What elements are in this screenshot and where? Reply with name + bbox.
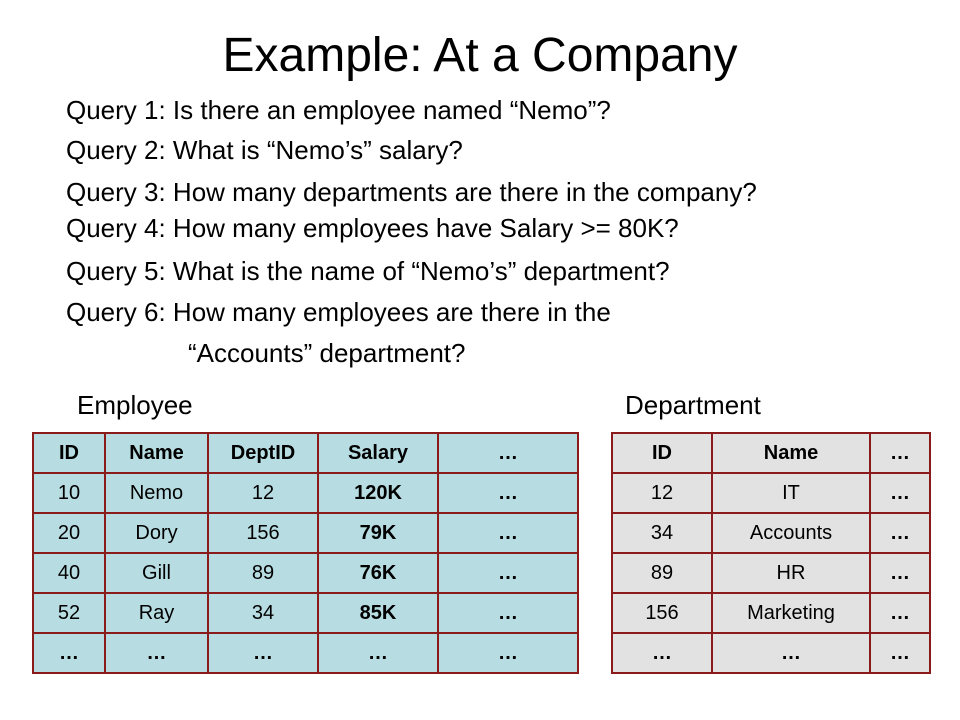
table-header-row [33, 433, 578, 473]
table-row [612, 633, 930, 673]
query-1: Query 1: Is there an employee named “Nemo”? [66, 95, 611, 125]
column-header-salary: Salary [318, 433, 438, 473]
table-header-row [612, 433, 930, 473]
cell-id: 89 [612, 553, 712, 593]
cell-more: … [870, 553, 930, 593]
cell-name: … [712, 633, 870, 673]
column-header-id: ID [33, 433, 105, 473]
query-6-continuation: “Accounts” department? [188, 338, 466, 368]
table-row [612, 553, 930, 593]
cell-id: … [612, 633, 712, 673]
query-5: Query 5: What is the name of “Nemo’s” department? [66, 256, 670, 286]
cell-name: … [105, 633, 208, 673]
cell-name: Accounts [712, 513, 870, 553]
cell-name: IT [712, 473, 870, 513]
cell-id: 52 [33, 593, 105, 633]
cell-salary: 79K [318, 513, 438, 553]
employee-table [32, 432, 579, 674]
table-row [33, 553, 578, 593]
cell-salary: 120K [318, 473, 438, 513]
cell-name: HR [712, 553, 870, 593]
cell-more: … [870, 513, 930, 553]
cell-deptid: 34 [208, 593, 318, 633]
cell-name: Nemo [105, 473, 208, 513]
department-table-caption: Department [625, 390, 761, 420]
cell-more: … [438, 513, 578, 553]
cell-deptid: 156 [208, 513, 318, 553]
cell-more: … [438, 633, 578, 673]
query-2: Query 2: What is “Nemo’s” salary? [66, 135, 463, 165]
cell-deptid: 12 [208, 473, 318, 513]
cell-more: … [438, 473, 578, 513]
cell-name: Dory [105, 513, 208, 553]
cell-salary: 85K [318, 593, 438, 633]
slide-title: Example: At a Company [222, 29, 738, 82]
cell-more: … [870, 633, 930, 673]
column-header-deptid: DeptID [208, 433, 318, 473]
query-3: Query 3: How many departments are there in the company? [66, 177, 757, 207]
cell-salary: … [318, 633, 438, 673]
cell-name: Gill [105, 553, 208, 593]
table-row [33, 633, 578, 673]
table-row [612, 473, 930, 513]
cell-id: 20 [33, 513, 105, 553]
cell-id: 10 [33, 473, 105, 513]
table-row [33, 513, 578, 553]
department-table [611, 432, 931, 674]
cell-deptid: … [208, 633, 318, 673]
cell-id: 34 [612, 513, 712, 553]
cell-id: 156 [612, 593, 712, 633]
cell-more: … [438, 553, 578, 593]
column-header-name: Name [105, 433, 208, 473]
column-header-id: ID [612, 433, 712, 473]
table-row [612, 513, 930, 553]
cell-id: … [33, 633, 105, 673]
table-row [33, 473, 578, 513]
table-row [33, 593, 578, 633]
cell-salary: 76K [318, 553, 438, 593]
column-header-more: … [870, 433, 930, 473]
cell-name: Ray [105, 593, 208, 633]
cell-more: … [870, 473, 930, 513]
column-header-more: … [438, 433, 578, 473]
cell-id: 40 [33, 553, 105, 593]
table-row [612, 593, 930, 633]
employee-table-caption: Employee [77, 390, 193, 420]
cell-more: … [438, 593, 578, 633]
query-6: Query 6: How many employees are there in the [66, 297, 611, 327]
query-4: Query 4: How many employees have Salary >= 80K? [66, 213, 679, 243]
cell-name: Marketing [712, 593, 870, 633]
cell-more: … [870, 593, 930, 633]
cell-deptid: 89 [208, 553, 318, 593]
column-header-name: Name [712, 433, 870, 473]
cell-id: 12 [612, 473, 712, 513]
